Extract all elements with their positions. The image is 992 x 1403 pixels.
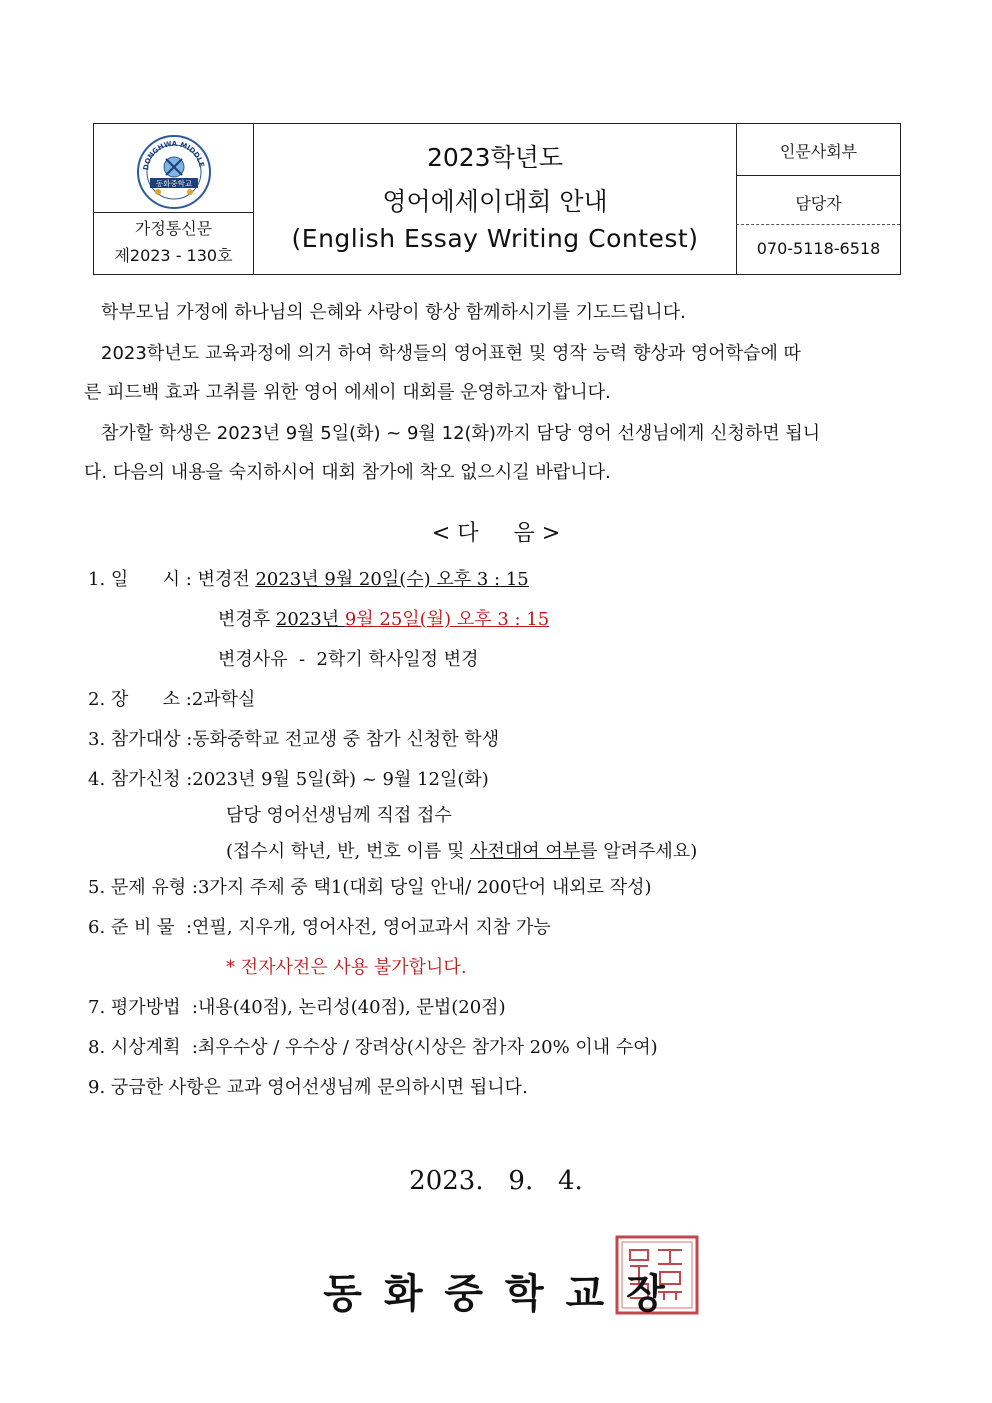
item-7-number: 7. — [88, 997, 106, 1018]
logo-text-top: DONGHWA MIDDLE — [141, 139, 206, 171]
item-6-number: 6. — [88, 917, 106, 938]
item-8-number: 8. — [88, 1037, 106, 1058]
item-7-label: 평가방법 : — [110, 997, 198, 1018]
title-year: 2023학년도 — [426, 143, 564, 172]
item-6-value: 연필, 지우개, 영어사전, 영어교과서 지참 가능 — [192, 917, 551, 938]
item-7-value: 내용(40점), 논리성(40점), 문법(20점) — [197, 997, 506, 1018]
item-1-before-label: 변경전 — [197, 569, 256, 590]
item-1-before-value: 2023년 9월 20일(수) 오후 3 : 15 — [255, 569, 529, 590]
item-5-number: 5. — [88, 877, 106, 898]
item-4-label: 참가신청 : — [110, 769, 193, 790]
header-table — [93, 123, 901, 275]
item-7 — [88, 998, 506, 1018]
phone-number: 070-5118-6518 — [756, 238, 881, 258]
item-3 — [88, 730, 499, 750]
item-2-value: 2과학실 — [191, 689, 256, 710]
title-english: (English Essay Writing Contest) — [291, 224, 699, 253]
item-4-line-3c: 를 알려주세요) — [580, 841, 698, 862]
item-3-number: 3. — [88, 729, 106, 750]
item-1 — [88, 570, 529, 590]
item-4-line-3a: (접수시 학년, 반, 번호 이름 및 — [226, 841, 471, 862]
item-4-number: 4. — [88, 769, 106, 790]
item-1-after-value-b: 9월 25일(월) 오후 3 : 15 — [344, 609, 550, 630]
item-1-after-value-a: 2023년 — [275, 609, 345, 630]
item-4-line-2: 담당 영어선생님께 직접 접수 — [226, 805, 452, 826]
contact-label: 담당자 — [795, 193, 842, 213]
intro-paragraph-2a: 2023학년도 교육과정에 의거 하여 학생들의 영어표현 및 영작 능력 향상과 영어학습에 따 — [101, 343, 801, 364]
item-5-label: 문제 유형 : — [110, 877, 198, 898]
item-3-label: 참가대상 : — [110, 729, 193, 750]
intro-paragraph-3b: 다. 다음의 내용을 숙지하시어 대회 참가에 착오 없으시길 바랍니다. — [84, 462, 611, 483]
intro-paragraph-2b: 른 피드백 효과 고취를 위한 영어 에세이 대회를 운영하고자 합니다. — [84, 382, 611, 403]
item-6 — [88, 918, 551, 938]
item-4-line-3b: 사전대여 여부 — [470, 841, 581, 862]
item-4-value: 2023년 9월 5일(화) ~ 9월 12일(화) — [192, 769, 489, 790]
item-6-label: 준 비 물 : — [110, 917, 193, 938]
item-3-value: 동화중학교 전교생 중 참가 신청한 학생 — [192, 729, 500, 750]
item-9 — [88, 1078, 528, 1098]
title-korean: 영어에세이대회 안내 — [382, 187, 608, 216]
item-8-value: 최우수상 / 우수상 / 장려상(시상은 참가자 20% 이내 수여) — [197, 1037, 658, 1058]
item-1-after-label: 변경후 — [218, 609, 276, 630]
item-9-text: 궁금한 사항은 교과 영어선생님께 문의하시면 됩니다. — [110, 1077, 528, 1098]
item-8-label: 시상계획 : — [110, 1037, 198, 1058]
item-4-line-3 — [226, 842, 697, 862]
item-1-after — [218, 610, 549, 630]
notice-type: 가정통신문 — [134, 218, 213, 238]
intro-paragraph-1: 학부모님 가정에 하나님의 은혜와 사랑이 항상 함께하시기를 기도드립니다. — [101, 302, 686, 323]
item-2 — [88, 690, 255, 710]
school-logo — [136, 134, 212, 210]
item-5 — [88, 878, 652, 898]
signature-principal: 동 화 중 학 교 장 — [323, 1271, 669, 1317]
item-8 — [88, 1038, 658, 1058]
item-5-value: 3가지 주제 중 택1(대회 당일 안내/ 200단어 내외로 작성) — [197, 877, 652, 898]
item-9-number: 9. — [88, 1077, 106, 1098]
item-1-reason: 변경사유 - 2학기 학사일정 변경 — [218, 649, 479, 670]
document-date: 2023. 9. 4. — [409, 1166, 583, 1196]
item-2-number: 2. — [88, 689, 106, 710]
item-2-label: 장 소 : — [110, 689, 192, 710]
item-1-number: 1. — [88, 569, 106, 590]
notice-number: 제2023 - 130호 — [114, 245, 233, 265]
department: 인문사회부 — [779, 141, 858, 161]
logo-text-bottom: 동화중학교 — [155, 179, 193, 188]
item-4 — [88, 770, 489, 790]
item-1-label: 일 시 : — [110, 569, 192, 590]
item-6-note: * 전자사전은 사용 불가합니다. — [226, 957, 467, 978]
intro-paragraph-3a: 참가할 학생은 2023년 9월 5일(화) ~ 9월 12(화)까지 담당 영어 선생님에게 신청하면 됩니 — [101, 423, 821, 444]
section-heading: < 다 음 > — [431, 521, 561, 546]
